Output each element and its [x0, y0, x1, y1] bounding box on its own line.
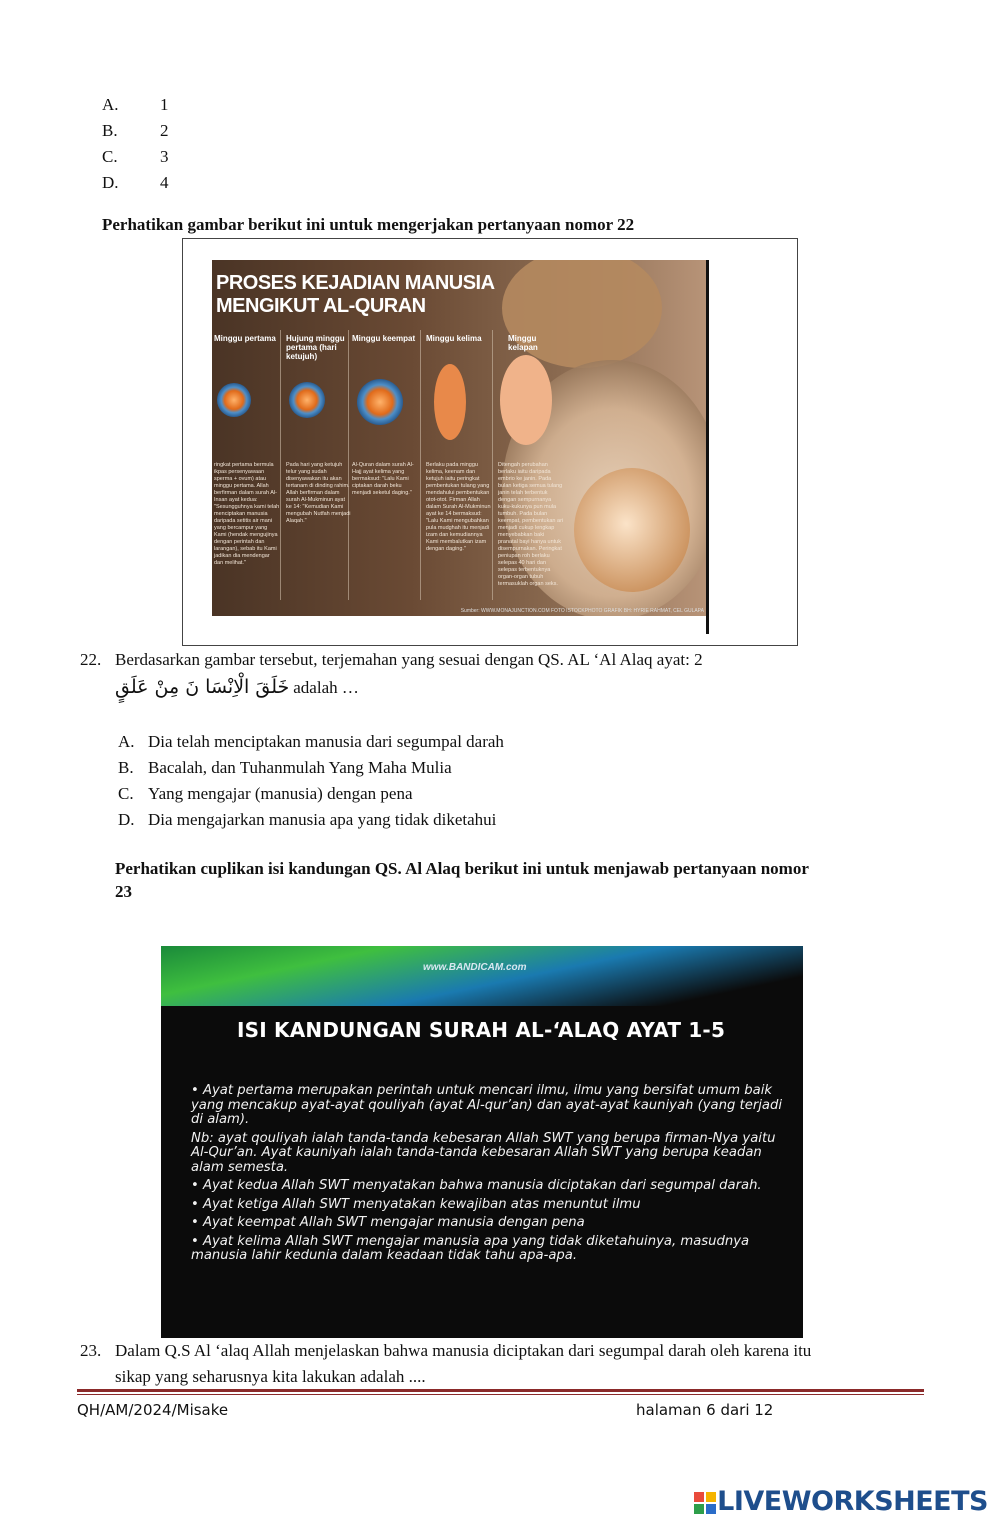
col-divider [420, 330, 421, 600]
option-letter: D. [118, 810, 135, 829]
question-23-line2: sikap yang seharusnya kita lakukan adalah .... [115, 1367, 426, 1386]
instruction-23-line2: 23 [115, 882, 132, 901]
embryo-development-infographic [212, 260, 708, 616]
question-22-option-a[interactable] [118, 732, 504, 752]
option-letter: A. [102, 95, 119, 114]
bandicam-watermark: www.BANDICAM.com [423, 962, 527, 973]
option-value: 1 [160, 95, 169, 114]
footer-rule-thick [77, 1389, 924, 1392]
question-22-arabic-line [115, 676, 359, 698]
question-22-text: Berdasarkan gambar tersebut, terjemahan yang sesuai dengan QS. AL ‘Al Alaq ayat: 2 [115, 650, 703, 669]
col2-text: Pada hari yang ketujuh telur yang sudah disenyawakan itu akan tertanam di dinding rahim. Allah berfirman dalam surah Al-Mukminun ayat ke 14: "Kemudian Kami mengubah Nutfah menjadi Alaqah." [286, 462, 351, 524]
footer-rule-thin [77, 1394, 924, 1395]
option-text: Bacalah, dan Tuhanmulah Yang Maha Mulia [148, 758, 452, 777]
question-23-number: 23. [80, 1341, 102, 1360]
figure-edge-bar [706, 260, 709, 634]
slide-note: Nb: ayat qouliyah ialah tanda-tanda kebesaran Allah SWT yang berupa firman-Nya yaitu Al-Qur’an. Ayat kauniyah ialah tanda-tanda kebesaran Allah SWT yang berupa keadan alam semesta. [191, 1130, 776, 1175]
stage5-embryo [500, 355, 552, 445]
question-22-option-d[interactable] [118, 810, 496, 830]
option-text: Yang mengajar (manusia) dengan pena [148, 784, 413, 803]
page-number: halaman 6 dari 12 [636, 1401, 774, 1419]
col2-head: Hujung minggu pertama (hari ketujuh) [286, 334, 345, 361]
instruction-23-line1: Perhatikan cuplikan isi kandungan QS. Al Alaq berikut ini untuk menjawab pertanyaan nomor [115, 859, 809, 878]
slide-header-band [161, 946, 803, 1006]
option-value: 4 [160, 173, 169, 192]
col5-head: Minggu kelapan [508, 334, 538, 352]
alaq-content-slide [161, 946, 803, 1338]
infographic-title-line2: MENGIKUT AL-QURAN [216, 295, 426, 317]
question-23-line1: Dalam Q.S Al ‘alaq Allah menjelaskan bahwa manusia diciptakan dari segumpal darah oleh karena itu [115, 1341, 812, 1360]
slide-bullet: • Ayat kedua Allah SWT menyatakan bahwa manusia diciptakan dari segumpal darah. [191, 1178, 762, 1193]
stage4-embryo [434, 364, 466, 440]
option-value: 2 [160, 121, 169, 140]
option-letter: C. [102, 147, 118, 166]
question-22-suffix: adalah … [293, 678, 359, 697]
slide-bullet: • Ayat keempat Allah SWT mengajar manusia dengan pena [191, 1215, 585, 1230]
option-letter: B. [102, 121, 118, 140]
col1-head: Minggu pertama [214, 334, 276, 343]
question-22-number: 22. [80, 650, 102, 669]
col-divider [280, 330, 281, 600]
liveworksheets-brand[interactable]: LIVEWORKSHEETS [717, 1486, 988, 1517]
option-text: Dia mengajarkan manusia apa yang tidak diketahui [148, 810, 497, 829]
stage1-cell [217, 383, 251, 417]
foetus-shape [574, 468, 690, 592]
option-value: 3 [160, 147, 169, 166]
liveworksheets-logo-icon [694, 1492, 716, 1521]
col4-head: Minggu kelima [426, 334, 482, 343]
infographic-title-line1: PROSES KEJADIAN MANUSIA [216, 272, 495, 294]
option-letter: B. [118, 758, 134, 777]
embryo-illustration [212, 260, 708, 616]
option-text: Dia telah menciptakan manusia dari segumpal darah [148, 732, 504, 751]
infographic-source: Sumber: WWW.MONAJUNCTION.COM FOTO ISTOCKPHOTO GRAFIK BH: HYRIE RAHMAT, CEL GULAPA [460, 608, 704, 614]
question-22-option-b[interactable] [118, 758, 452, 778]
instruction-22: Perhatikan gambar berikut ini untuk mengerjakan pertanyaan nomor 22 [102, 215, 635, 234]
col5-text: Ditengah perubahan berlaku iaitu daripada embrio ke janin. Pada bulan ketiga semua tulang janin telah terbentuk dengan sempurnanya kuku-kukunya pun mula tumbuh. Pada bulan keempat, pembentukan ari menjadi cukup lengkap menyebabkan baki pranatal bayi hanya untuk disempurnakan. Peringkat peniupan roh berlaku selepas 40 hari dan selepas terbentuknya organ-organ tubuh termasuklah organ seks. [498, 462, 564, 587]
col4-text: Berlaku pada minggu kelima, keenam dan ketujuh iaitu peringkat pembentukan tulang yang mendahului pembentukan otot-otot. Firman Allah dalam Surah Al-Mukminun ayat ke 14 bermaksud: "Lalu Kami mengubahkan pula mudghah itu menjadi izam dan kemudiannya Kami membalutkan izam dengan daging." [426, 462, 491, 552]
slide-bullet: • Ayat pertama merupakan perintah untuk mencari ilmu, ilmu yang bersifat umum baik yang mencakup ayat-ayat qouliyah (ayat Al-qur’an) dan ayat-ayat kauniyah (yang terjadi di alam). [191, 1083, 783, 1127]
slide-bullet: • Ayat ketiga Allah SWT menyatakan kewajiban atas menuntut ilmu [191, 1196, 641, 1212]
option-letter: A. [118, 732, 135, 751]
slide-heading: ISI KANDUNGAN SURAH AL-‘ALAQ AYAT 1-5 [237, 1018, 726, 1042]
stage2-cell [289, 382, 325, 418]
slide-body [191, 1084, 791, 1268]
footer-code: QH/AM/2024/Misake [77, 1401, 229, 1419]
col1-text: ringkat pertama bermula ikpas persenyawaan sperma + ovum) atau minggu pertama. Allah berfirman dalam surah Al-Insan ayat kedua: "Sesungguhnya kami telah menciptakan manusia daripada setitis air mani yang bercampur yang Kami (hendak mengujinya dengan perintah dan larangan), sebab itu Kami jadikan dia mendengar dan melihat." [214, 462, 280, 566]
col3-text: Al-Quran dalam surah Al-Hajj ayat kelima yang bermaksud: "Lalu Kami ciptakan darah beku menjadi seketul daging." [352, 462, 414, 496]
arabic-verse: خَلَقَ الْاِنْسَا نَ مِنْ عَلَقٍ [115, 676, 290, 698]
option-letter: C. [118, 784, 134, 803]
stage3-cell [357, 379, 403, 425]
col3-head: Minggu keempat [352, 334, 416, 343]
option-letter: D. [102, 173, 119, 192]
col-divider [492, 330, 493, 600]
slide-bullet: • Ayat kelima Allah SWT mengajar manusia apa yang tidak diketahuinya, masudnya manusia lahir kedunia dalam keadaan tidak tahu apa-apa. [191, 1233, 750, 1263]
question-22-option-c[interactable] [118, 784, 413, 804]
